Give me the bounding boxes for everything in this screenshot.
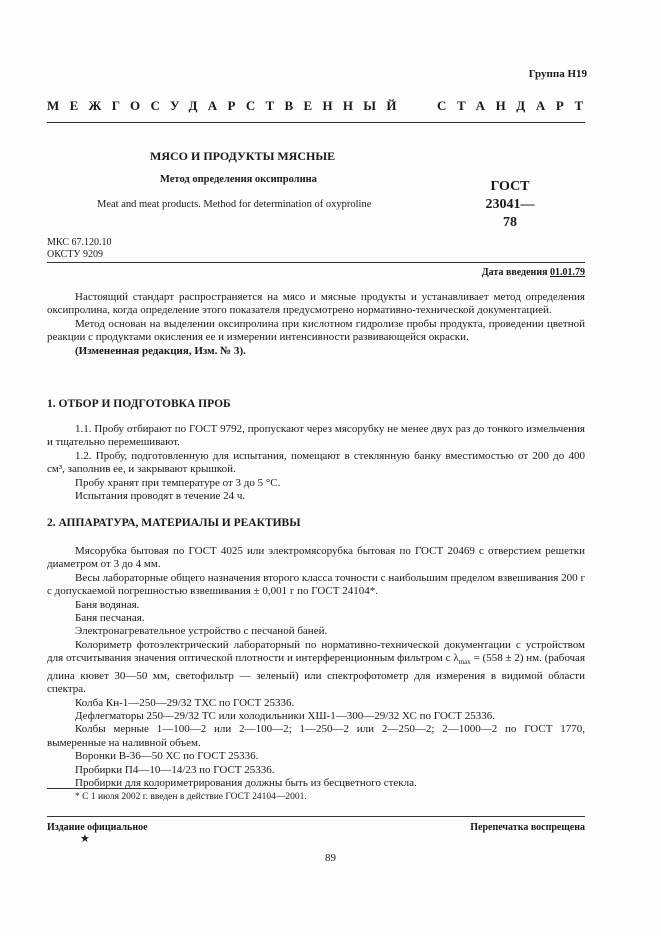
banner-word-standard: СТАНДАРТ [437, 98, 594, 113]
codes-divider [47, 262, 585, 263]
classification-codes [47, 237, 111, 261]
section-paragraph: Дефлегматоры 250—29/32 ТС или холодильники ХШ-1—300—29/32 ХС по ГОСТ 25336. [75, 710, 495, 723]
gost-designation [480, 178, 540, 232]
reprint-prohibited-label: Перепечатка воспрещена [470, 822, 585, 833]
document-subtitle: Метод определения оксипролина [160, 174, 317, 185]
footnote-divider [47, 788, 157, 789]
section-paragraph: Колба Кн-1—250—29/32 ТХС по ГОСТ 25336. [75, 696, 295, 709]
introduction-date [482, 267, 585, 278]
footer-divider [47, 816, 585, 817]
section-paragraph: 1.1. Пробу отбирают по ГОСТ 9792, пропускают через мясорубку не менее двух раз до тонкого измельчения и тщательно перемешивают. [47, 423, 585, 449]
section-paragraph: Пробу хранят при температуре от 3 до 5 °С. [75, 476, 281, 489]
english-title: Meat and meat products. Method for determination of oxyproline [97, 199, 372, 210]
section-paragraph: Воронки В-36—50 ХС по ГОСТ 25336. [75, 750, 259, 763]
official-edition-label: Издание официальное [47, 822, 148, 833]
section-paragraph: Баня песчаная. [75, 612, 145, 625]
group-label: Группа Н19 [528, 68, 587, 80]
colorimeter-text-a: Колориметр фотоэлектрический лабораторный по нормативно-технической документации с устройством для отсчитывания значения оптической плотности и интерференционным фильтром с λ [47, 638, 585, 665]
date-value: 01.01.79 [550, 267, 585, 278]
mks-code: МКС 67.120.10 [47, 237, 112, 248]
section-paragraph [47, 639, 585, 697]
section-paragraph: 1.2. Пробу, подготовленную для испытания, помещают в стеклянную банку вместимостью от 200 до 400 см³, заполнив ее, и закрывают крышкой. [47, 449, 585, 476]
gost-number: 23041—78 [485, 197, 535, 230]
gost-label: ГОСТ [490, 179, 530, 194]
date-label: Дата введения [481, 267, 550, 278]
colorimeter-text-b: = (558 ± 2) нм. (рабочая длина кювет 30—50 мм, светофильтр — зеленый) или спектрофотометр для измерения в видимой области спектра. [47, 652, 586, 696]
intro-paragraph: Настоящий стандарт распространяется на мясо и мясные продукты и устанавливает метод определения оксипролина, когда определение этого показателя предусмотрено нормативно-технической документацией. [47, 291, 585, 317]
top-divider [47, 122, 585, 123]
section-paragraph: Пробирки для колориметрирования должны быть из бесцветного стекла. [75, 777, 417, 790]
section-paragraph: Баня водяная. [75, 598, 140, 611]
section-2-heading-wrap [47, 517, 585, 530]
section-2-body [47, 545, 585, 791]
section-paragraph: Пробирки П4—10—14/23 по ГОСТ 25336. [75, 763, 275, 776]
section-2-heading: 2. АППАРАТУРА, МАТЕРИАЛЫ И РЕАКТИВЫ [47, 517, 301, 529]
banner-word-interstate: МЕЖГОСУДАРСТВЕННЫЙ [47, 98, 407, 113]
intro-paragraph: Метод основан на выделении оксипролина при кислотном гидролизе пробы продукта, проведении цветной реакции с продуктами окисления ее и измерении интенсивности развивающейся окраски. [47, 317, 585, 344]
page-number: 89 [325, 852, 336, 864]
section-1-heading: 1. ОТБОР И ПОДГОТОВКА ПРОБ [47, 398, 231, 410]
lambda-subscript: max [458, 658, 471, 667]
section-1-body [47, 423, 585, 503]
document-title: МЯСО И ПРОДУКТЫ МЯСНЫЕ [150, 149, 336, 163]
amendment-note: (Измененная редакция, Изм. № 3). [75, 344, 246, 357]
star-icon: ★ [80, 833, 90, 845]
section-paragraph: Колбы мерные 1—100—2 или 2—100—2; 1—250—2 или 2—250—2; 2—1000—2 по ГОСТ 1770, вымеренные на наливной объем. [47, 723, 585, 749]
section-1-heading-wrap [47, 398, 585, 411]
section-paragraph: Испытания проводят в течение 24 ч. [75, 490, 246, 503]
footnote: * С 1 июля 2002 г. введен в действие ГОСТ 24104—2001. [75, 792, 307, 802]
section-paragraph: Весы лабораторные общего назначения второго класса точности с наибольшим пределом взвешивания 200 г с допускаемой погрешностью взвешивания ± 0,001 г по ГОСТ 24104*. [47, 571, 585, 598]
okstu-code: ОКСТУ 9209 [47, 249, 104, 260]
section-paragraph: Мясорубка бытовая по ГОСТ 4025 или электромясорубка бытовая по ГОСТ 20469 с отверстием решетки диаметром от 3 до 4 мм. [47, 545, 585, 571]
intro-section [47, 291, 585, 358]
section-paragraph: Электронагревательное устройство с песчаной баней. [75, 625, 328, 638]
